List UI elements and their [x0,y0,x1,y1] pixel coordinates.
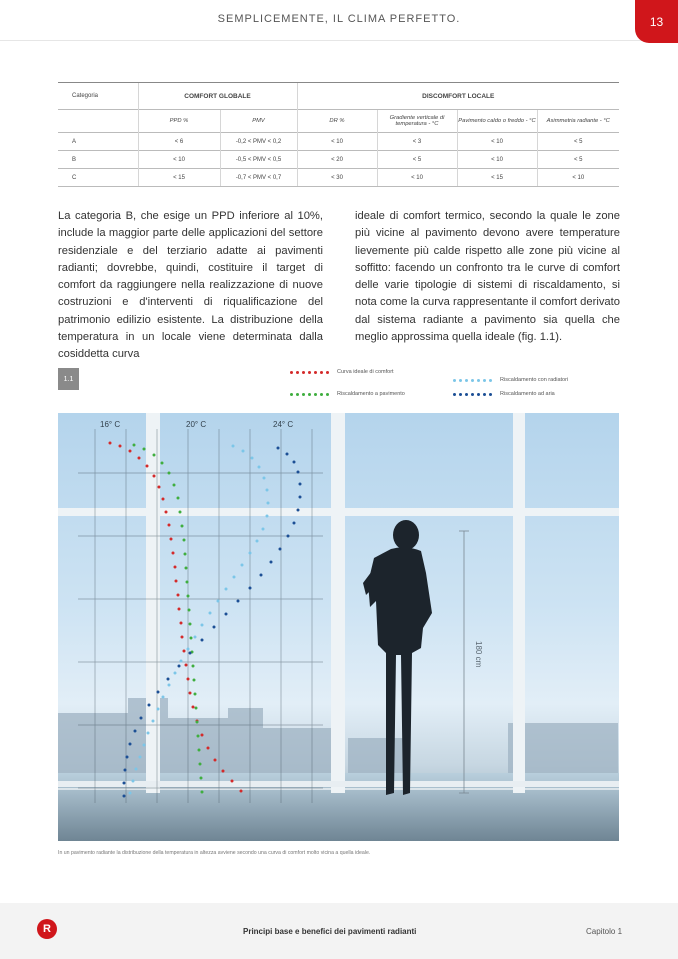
page-footer [0,903,678,959]
header-categoria: Categoria [58,83,138,110]
paragraph: ideale di comfort termico, secondo la quale le zone più vicine al pavimento devono avere temperature lievemente più calde rispetto alle zone più vicine al soffitto: facendo un confronto tra le curve di comfort delle varie tipologie di sistemi di riscaldamento, si nota come la curva rappresentante il comfort derivato dal sistema radiante a pavimento sia quella che meglio approssima quella ideale (fig. 1.1). [355,210,620,344]
figure-graphic [58,413,619,841]
table-cell: < 20 [297,151,377,169]
table-cell: < 15 [457,169,537,187]
legend-marker [453,379,492,382]
table-cell: B [58,151,138,169]
table-cell: A [58,133,138,151]
legend-label: Curva ideale di comfort [337,369,394,375]
table-cell: < 5 [537,133,619,151]
paragraph: La categoria B, che esige un PPD inferiore al 10%, include la maggior parte delle applicazioni del settore residenziale e del terziario adatte ai pavimenti radianti; dovrebbe, quindi, costituire il target di comfort da raggiungere nella realizzazione di nuove costruzioni e d'interventi di riqualificazione del patrimonio edilizio esistente. La distribuzione della temperatura in un locale viene determinata dalla cosiddetta curva [58,210,323,361]
legend-item-aria [453,391,555,397]
legend-marker [453,393,492,396]
legend-marker [290,371,329,374]
header-comfort-globale: COMFORT GLOBALE [138,83,297,110]
legend-item-radiatori [453,377,568,383]
legend-item-pavimento [290,391,405,397]
footer-title: Principi base e benefici dei pavimenti radianti [243,927,417,936]
body-text-right [355,208,620,346]
table-cell: < 30 [297,169,377,187]
table-cell: -0,7 < PMV < 0,7 [220,169,297,187]
table-cell: < 10 [457,151,537,169]
temp-label-24: 24° C [273,420,294,429]
temp-label-16: 16° C [100,420,121,429]
subheader-asimmetria: Asimmetria radiante - °C [537,110,619,133]
table-cell: < 10 [138,151,220,169]
legend-item-ideale [290,369,394,375]
table-cell: < 10 [297,133,377,151]
page-number-badge: 13 [635,0,678,43]
table-cell: C [58,169,138,187]
table-row [58,133,619,151]
figure-number: 1.1 [58,368,79,390]
subheader-gradiente: Gradiente verticale di temperatura - °C [377,110,457,133]
subheader-ppd: PPD % [138,110,220,133]
body-text-left [58,208,323,364]
footer-chapter: Capitolo 1 [586,927,623,936]
legend-label: Riscaldamento a pavimento [337,391,405,397]
table-row [58,151,619,169]
table-cell: < 10 [537,169,619,187]
figure-photo [58,413,619,841]
figure-caption: In un pavimento radiante la distribuzione della temperatura in altezza avviene secondo una curva di comfort molto vicina a quella ideale. [58,850,371,856]
table-cell: < 10 [377,169,457,187]
comfort-table [58,82,619,187]
subheader-pavimento: Pavimento caldo o freddo - °C [457,110,537,133]
legend-marker [290,393,329,396]
header-discomfort-locale: DISCOMFORT LOCALE [297,83,619,110]
table-cell: -0,5 < PMV < 0,5 [220,151,297,169]
table-cell: < 5 [377,151,457,169]
subheader-dr: DR % [297,110,377,133]
page-header [0,0,678,41]
table-cell: < 5 [537,151,619,169]
legend-label: Riscaldamento ad aria [500,391,555,397]
brand-logo-icon: R [37,919,57,939]
table-row [58,169,619,187]
table-cell: < 10 [457,133,537,151]
height-label: 180 cm [474,641,483,668]
table-cell: < 6 [138,133,220,151]
table-cell: < 15 [138,169,220,187]
header-title: SEMPLICEMENTE, IL CLIMA PERFETTO. [217,13,461,25]
legend-label: Riscaldamento con radiatori [500,377,569,383]
temp-label-20: 20° C [186,420,207,429]
table-cell: -0,2 < PMV < 0,2 [220,133,297,151]
subheader-pmv: PMV [220,110,297,133]
height-indicator [459,531,469,793]
table-cell: < 3 [377,133,457,151]
